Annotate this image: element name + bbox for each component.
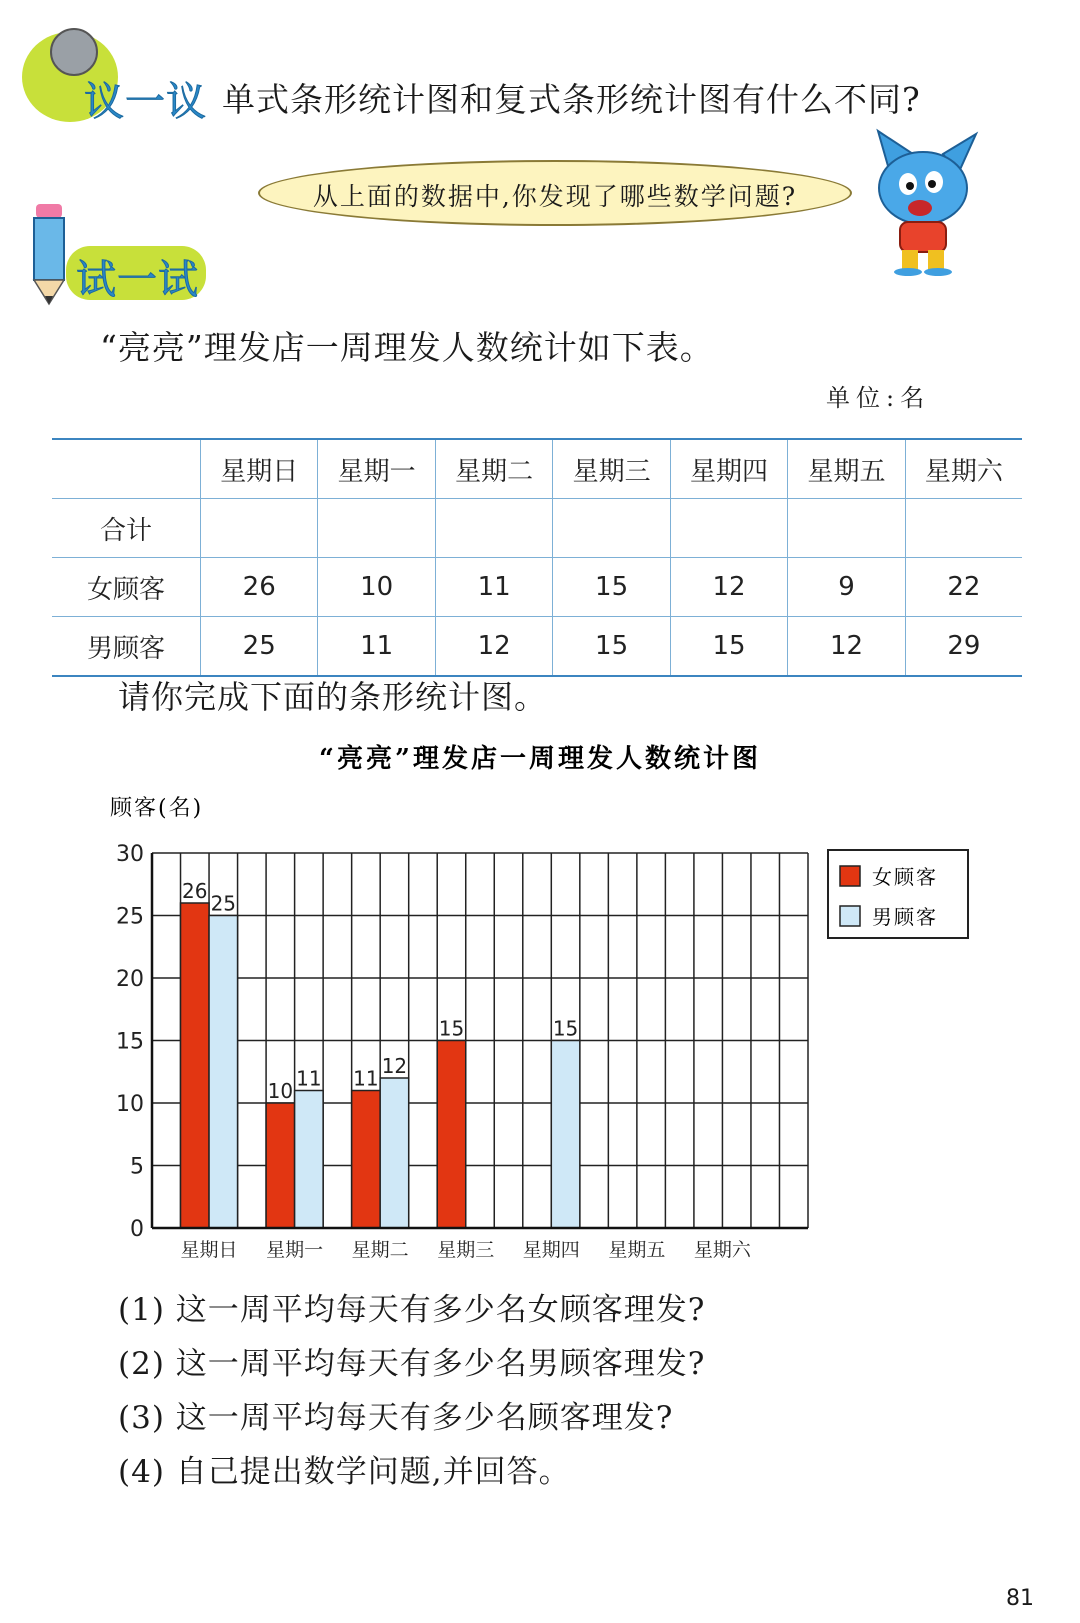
table-cell: 12 <box>670 558 787 617</box>
question-2: (2) 这一周平均每天有多少名男顾客理发? <box>118 1346 706 1382</box>
table-header-cell: 星期五 <box>788 439 905 499</box>
table-header-cell: 星期一 <box>318 439 435 499</box>
chart-grid <box>152 853 808 1228</box>
table-header-cell: 星期六 <box>905 439 1022 499</box>
speech-bubble-text: 从上面的数据中,你发现了哪些数学问题? <box>312 182 798 211</box>
x-category-label: 星期二 <box>351 1239 409 1261</box>
bar-value-label: 12 <box>381 1054 408 1078</box>
y-tick-label: 25 <box>116 904 144 930</box>
y-tick-label: 15 <box>116 1029 144 1055</box>
row-label: 女顾客 <box>52 558 201 617</box>
table-cell: 12 <box>788 617 905 677</box>
row-label: 男顾客 <box>52 617 201 677</box>
table-cell: 15 <box>670 617 787 677</box>
question-4: (4) 自己提出数学问题,并回答。 <box>118 1454 571 1490</box>
chart-y-axis-label: 顾客(名) <box>110 796 204 821</box>
x-category-label: 星期六 <box>693 1239 751 1261</box>
chart-title: “亮亮”理发店一周理发人数统计图 <box>319 744 761 774</box>
instruction-text: 请你完成下面的条形统计图。 <box>118 678 548 716</box>
question-3: (3) 这一周平均每天有多少名顾客理发? <box>118 1400 674 1436</box>
legend-label: 男顾客 <box>872 905 938 929</box>
table-header-cell: 星期二 <box>435 439 552 499</box>
x-category-label: 星期四 <box>522 1239 580 1261</box>
table-cell: 11 <box>435 558 552 617</box>
bar-value-label: 10 <box>267 1079 294 1103</box>
y-tick-label: 0 <box>130 1217 144 1242</box>
x-category-label: 星期三 <box>437 1239 495 1261</box>
row-label: 合计 <box>52 499 201 558</box>
y-tick-label: 30 <box>116 842 144 867</box>
table-cell: 22 <box>905 558 1022 617</box>
bar <box>181 903 210 1228</box>
discuss-badge-label: 议一议 <box>84 79 207 125</box>
try-it-intro: “亮亮”理发店一周理发人数统计如下表。 <box>100 328 714 367</box>
bar <box>266 1103 295 1228</box>
table-header-cell: 星期日 <box>201 439 318 499</box>
legend-swatch <box>840 906 860 926</box>
chart-legend <box>828 850 968 938</box>
legend-label: 女顾客 <box>872 865 938 889</box>
bar-value-label: 15 <box>552 1016 579 1041</box>
bar <box>295 1091 324 1229</box>
table-cell: 12 <box>435 617 552 677</box>
table-cell: 11 <box>318 617 435 677</box>
bar-value-label: 11 <box>296 1066 322 1091</box>
bar-value-label: 25 <box>210 891 237 916</box>
x-category-label: 星期一 <box>266 1239 324 1261</box>
table-cell: 25 <box>201 617 318 677</box>
table-cell: 15 <box>553 558 670 617</box>
bar-value-label: 15 <box>438 1016 465 1041</box>
discuss-question: 单式条形统计图和复式条形统计图有什么不同? <box>222 80 921 119</box>
bar <box>437 1041 466 1229</box>
bar-value-label: 11 <box>353 1066 379 1091</box>
bar-value-label: 26 <box>182 879 208 903</box>
table-header-cell: 星期四 <box>670 439 787 499</box>
bar <box>551 1041 580 1229</box>
bar <box>209 916 238 1229</box>
try-it-badge-label: 试一试 <box>76 257 199 303</box>
page-number: 81 <box>1006 1586 1034 1611</box>
x-category-label: 星期五 <box>608 1239 666 1261</box>
table-header-cell: 星期三 <box>553 439 670 499</box>
table-cell: 10 <box>318 558 435 617</box>
table-cell: 26 <box>201 558 318 617</box>
table-cell: 15 <box>553 617 670 677</box>
y-tick-label: 5 <box>130 1154 144 1180</box>
y-tick-label: 20 <box>116 967 144 992</box>
y-tick-label: 10 <box>116 1092 144 1117</box>
table-cell: 29 <box>905 617 1022 677</box>
bar <box>352 1091 381 1229</box>
unit-label: 单位:名 <box>826 384 931 412</box>
x-category-label: 星期日 <box>180 1239 238 1261</box>
bar <box>380 1078 409 1228</box>
table-cell: 9 <box>788 558 905 617</box>
question-1: (1) 这一周平均每天有多少名女顾客理发? <box>118 1292 706 1328</box>
legend-swatch <box>840 866 860 886</box>
